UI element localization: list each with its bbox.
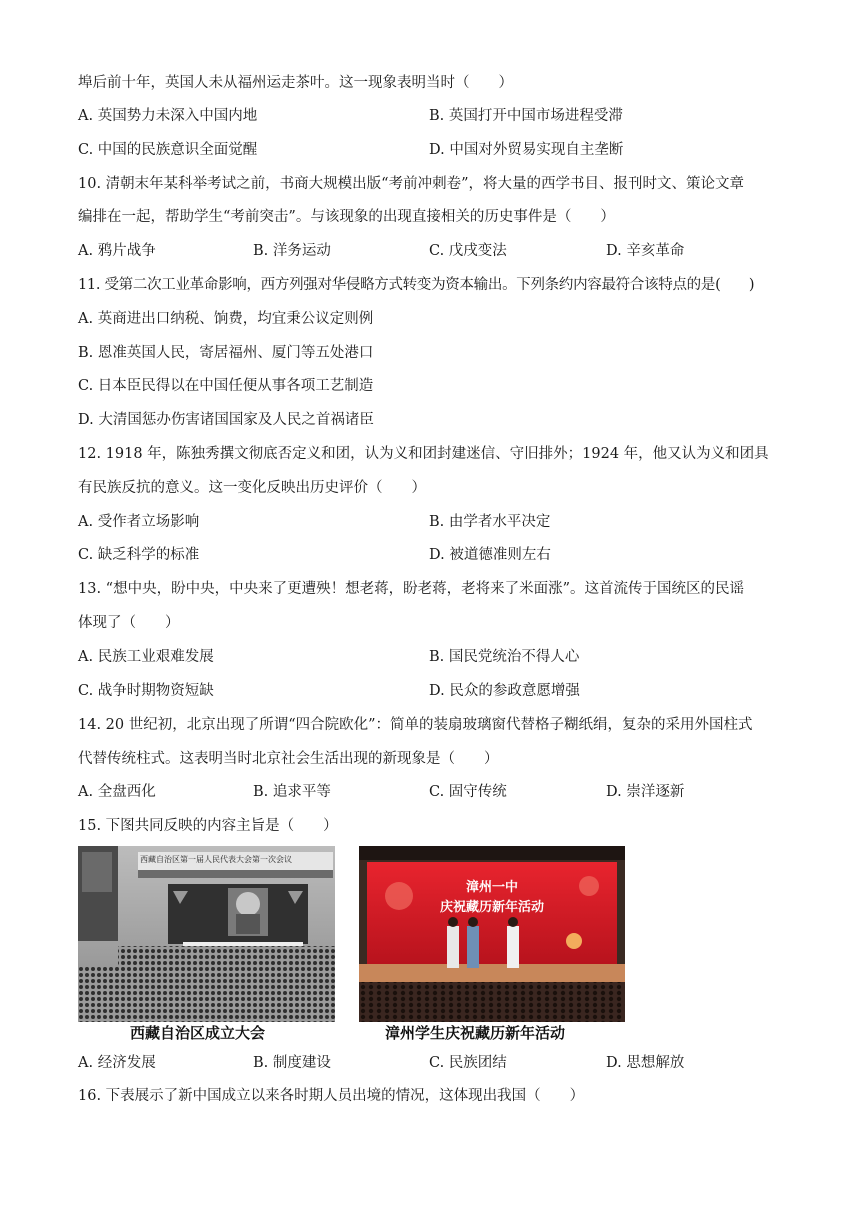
q10-option-a: A. 鸦片战争 [78,243,156,259]
q11-option-d: D. 大清国惩办伤害诸国国家及人民之首祸诸臣 [78,412,374,428]
photo2-screen-line2: 庆祝藏历新年活动 [439,900,544,915]
q12-stem-line2: 有民族反抗的意义。这一变化反映出历史评价（ ） [78,480,426,496]
q14-option-c: C. 固守传统 [429,784,507,800]
q15-option-b: B. 制度建设 [253,1055,331,1071]
q12-option-d: D. 被道德准则左右 [429,547,551,563]
q9-option-d: D. 中国对外贸易实现自主垄断 [429,142,624,158]
q13-option-b: B. 国民党统治不得人心 [429,649,580,665]
q10-stem-line2: 编排在一起，帮助学生“考前突击”。与该现象的出现直接相关的历史事件是（ ） [78,209,615,225]
q13-stem-line2: 体现了（ ） [78,615,180,631]
q10-option-b: B. 洋务运动 [253,243,331,259]
q11-option-a: A. 英商进出口纳税、饷费，均宜秉公议定则例 [78,311,374,327]
photo2-screen-line1: 漳州一中 [465,880,518,895]
q12-option-c: C. 缺乏科学的标准 [78,547,200,563]
q9-option-a: A. 英国势力未深入中国内地 [78,108,258,124]
q10-stem-line1: 10. 清朝末年某科举考试之前，书商大规模出版“考前冲刺卷”，将大量的西学书目、报刊时文、策论文章 [78,176,744,192]
q14-stem-line1: 14. 20 世纪初，北京出现了所谓“四合院欧化”：简单的装扇玻璃窗代替格子糊纸绢，复杂的采用外国柱式 [78,717,753,733]
q10-option-d: D. 辛亥革命 [606,243,685,259]
q11-option-b: B. 恩准英国人民，寄居福州、厦门等五处港口 [78,345,374,361]
q14-stem-line2: 代替传统柱式。这表明当时北京社会生活出现的新现象是（ ） [78,751,499,767]
q15-stem: 15. 下图共同反映的内容主旨是（ ） [78,818,338,834]
q13-option-a: A. 民族工业艰难发展 [78,649,214,665]
q12-option-b: B. 由学者水平决定 [429,514,551,530]
q14-option-d: D. 崇洋逐新 [606,784,685,800]
q14-option-b: B. 追求平等 [253,784,331,800]
q16-stem: 16. 下表展示了新中国成立以来各时期人员出境的情况，这体现出我国（ ） [78,1088,585,1104]
q13-stem-line1: 13. “想中央，盼中央，中央来了更遭殃！想老蒋，盼老蒋，老将来了米面涨”。这首流传于国统区的民谣 [78,581,744,597]
q15-option-c: C. 民族团结 [429,1055,507,1071]
zhangzhou-celebration-photo [359,846,625,1022]
photo1-caption: 西藏自治区成立大会 [130,1024,266,1042]
q12-option-a: A. 受作者立场影响 [78,514,200,530]
photo2-caption: 漳州学生庆祝藏历新年活动 [385,1024,566,1042]
q12-stem-line1: 12. 1918 年，陈独秀撰文彻底否定义和团，认为义和团封建迷信、守旧排外；1924 年，他又认为义和团具 [78,446,769,462]
q15-option-d: D. 思想解放 [606,1055,685,1071]
q11-stem: 11. 受第二次工业革命影响，西方列强对华侵略方式转变为资本输出。下列条约内容最符合该特点的是( ) [78,277,755,293]
q13-option-c: C. 战争时期物资短缺 [78,683,214,699]
photo1-banner-text: 西藏自治区第一届人民代表大会第一次会议 [140,855,292,864]
q11-option-c: C. 日本臣民得以在中国任便从事各项工艺制造 [78,378,374,394]
tibet-assembly-photo [78,846,335,1022]
q9-stem: 埠后前十年，英国人未从福州运走茶叶。这一现象表明当时（ ） [78,75,513,91]
q13-option-d: D. 民众的参政意愿增强 [429,683,580,699]
q15-option-a: A. 经济发展 [78,1055,156,1071]
q10-option-c: C. 戊戌变法 [429,243,507,259]
q9-option-b: B. 英国打开中国市场进程受滞 [429,108,623,124]
q14-option-a: A. 全盘西化 [78,784,156,800]
q9-option-c: C. 中国的民族意识全面觉醒 [78,142,258,158]
